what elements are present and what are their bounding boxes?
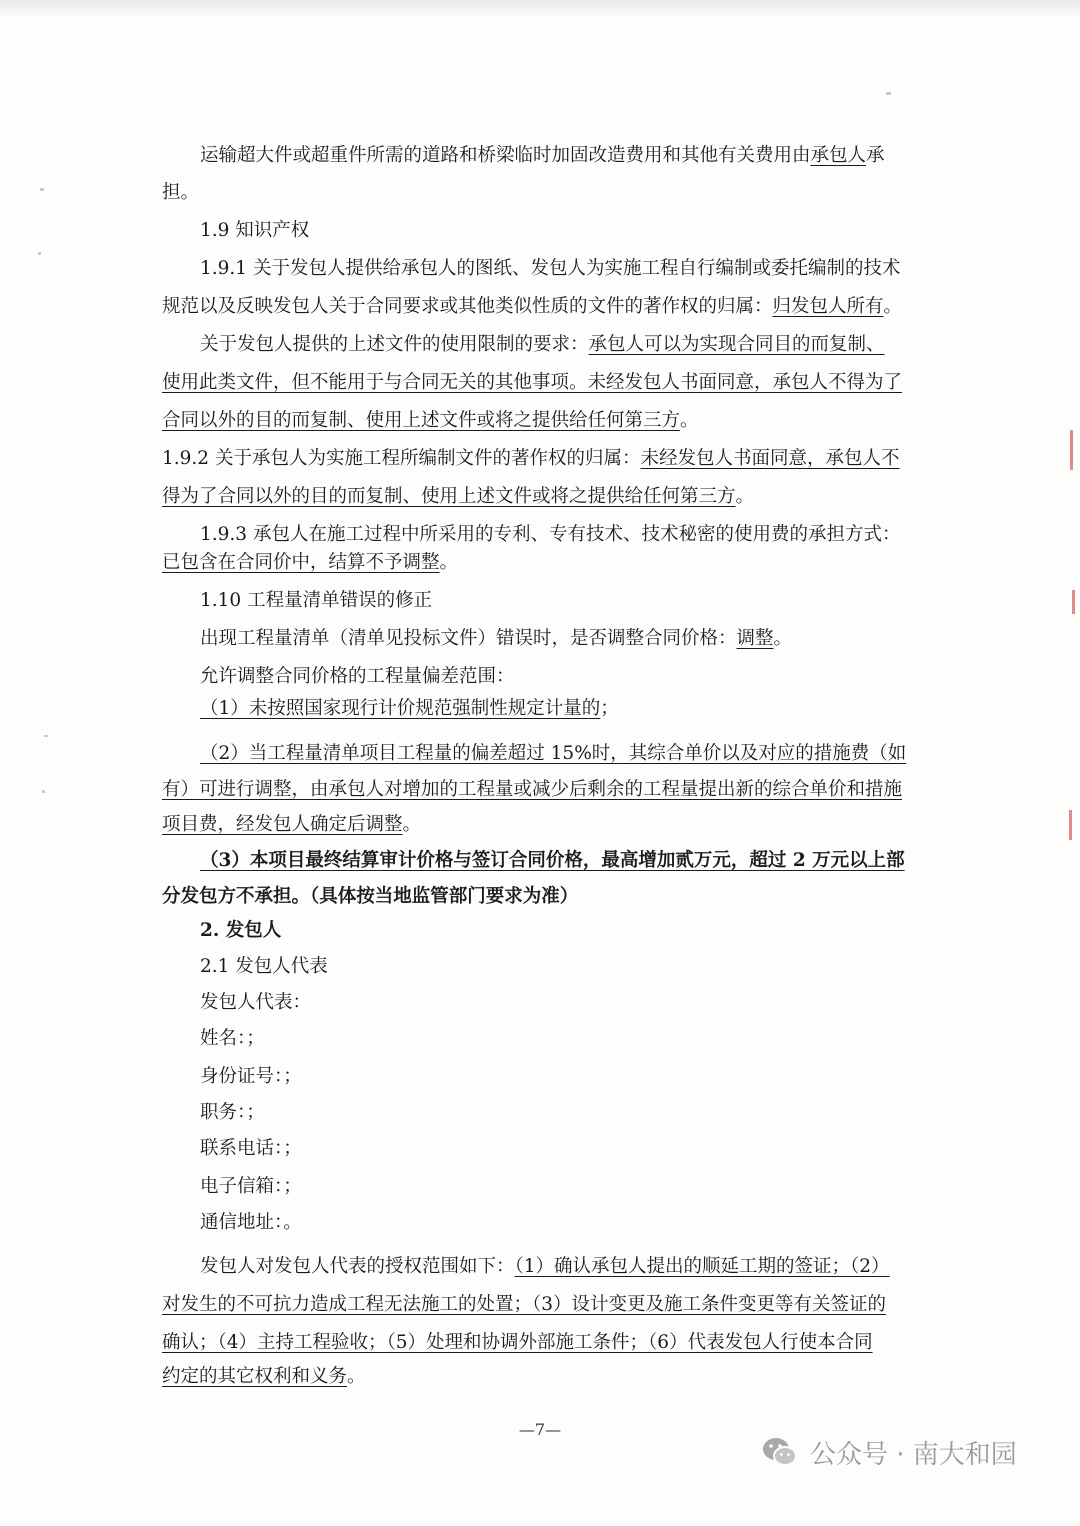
text-segment: 承 [866, 145, 885, 166]
text-segment: 通信地址：。 [200, 1212, 302, 1233]
watermark-text: 公众号 · 南大和园 [810, 1439, 1017, 1470]
text-line [0, 174, 1080, 212]
text-line [0, 212, 1080, 250]
text-line [0, 364, 1080, 402]
scan-shadow [0, 0, 1080, 18]
underlined-text: （3）本项目最终结算审计价格与签订合同价格，最高增加贰万元，超过 2 万元以上部 [200, 850, 905, 871]
text-line [0, 842, 1080, 880]
underlined-text: 已包含在合同价中，结算不予调整 [162, 552, 440, 573]
underlined-text: 归发包人所有 [772, 296, 884, 317]
text-line [0, 1058, 1080, 1096]
underlined-text: 确认；（4）主持工程验收；（5）处理和协调外部施工条件；（6）代表发包人行使本合同 [162, 1332, 873, 1353]
text-segment: 运输超大件或超重件所需的道路和桥梁临时加固改造费用和其他有关费用由 [200, 145, 811, 166]
underlined-text: （1）确认承包人提出的顺延工期的签证；（2） [514, 1256, 890, 1277]
text-segment: 1.9.2 关于承包人为实施工程所编制文件的著作权的归属： [162, 448, 641, 469]
text-segment: 分发包方不承担。（具体按当地监管部门要求为准） [162, 886, 579, 907]
text-line [0, 620, 1080, 658]
text-segment: 。 [439, 552, 459, 573]
text-segment: 。 [883, 296, 903, 317]
text-line [0, 1248, 1080, 1286]
text-line [0, 440, 1080, 478]
text-segment: 。 [402, 814, 422, 835]
text-line [0, 806, 1080, 844]
text-line [0, 1324, 1080, 1362]
text-segment: 关于发包人提供的上述文件的使用限制的要求： [200, 334, 589, 355]
text-segment: 担。 [162, 182, 200, 203]
text-line [0, 478, 1080, 516]
page-number: —7— [518, 1420, 562, 1439]
underlined-text: 项目费，经发包人确定后调整 [162, 814, 403, 835]
text-segment: 。 [680, 410, 699, 431]
text-line [0, 1020, 1080, 1058]
underlined-text: 承包人可以为实现合同目的而复制、 [588, 334, 885, 355]
text-segment: 。 [347, 1366, 366, 1387]
underlined-text: 合同以外的目的而复制、使用上述文件或将之提供给任何第三方 [162, 410, 681, 431]
text-line [0, 288, 1080, 326]
text-segment: 发包人代表： [200, 992, 312, 1013]
text-line [0, 1286, 1080, 1324]
text-segment: 允许调整合同价格的工程量偏差范围： [200, 666, 515, 687]
wechat-icon [760, 1432, 800, 1472]
text-line [0, 326, 1080, 364]
text-line [0, 1094, 1080, 1132]
text-line [0, 1168, 1080, 1206]
text-segment: 。 [735, 486, 755, 507]
text-segment: 1.9.3 承包人在施工过程中所采用的专利、专有技术、技术秘密的使用费的承担方式： [200, 524, 901, 545]
text-line [0, 912, 1080, 950]
text-segment: 联系电话：； [200, 1138, 302, 1159]
text-line [0, 771, 1080, 809]
text-segment: 2. 发包人 [200, 920, 282, 941]
text-line [0, 1130, 1080, 1168]
text-segment: 1.10 工程量清单错误的修正 [200, 590, 433, 611]
text-segment: 职务：； [200, 1102, 265, 1123]
text-line [0, 250, 1080, 288]
underlined-text: 未经发包人书面同意，承包人不 [640, 448, 900, 469]
text-segment: ； [600, 698, 619, 719]
text-line [0, 948, 1080, 986]
text-segment: 规范以及反映发包人关于合同要求或其他类似性质的文件的著作权的归属： [162, 296, 773, 317]
underlined-text: 有）可进行调整，由承包人对增加的工程量或减少后剩余的工程量提出新的综合单价和措施 [162, 779, 903, 800]
underlined-text: 使用此类文件，但不能用于与合同无关的其他事项。未经发包人书面同意，承包人不得为了 [162, 372, 903, 393]
text-line [0, 735, 1080, 773]
scan-speck [886, 92, 891, 95]
text-line [0, 984, 1080, 1022]
underlined-text: 对发生的不可抗力造成工程无法施工的处置；（3）设计变更及施工条件变更等有关签证的 [162, 1294, 887, 1315]
text-line [0, 402, 1080, 440]
watermark [760, 1432, 1017, 1472]
underlined-text: 调整 [736, 628, 774, 649]
text-line [0, 1204, 1080, 1242]
text-segment: 身份证号：； [200, 1066, 302, 1087]
text-line [0, 582, 1080, 620]
underlined-text: 约定的其它权利和义务 [162, 1366, 348, 1387]
text-segment: 2.1 发包人代表 [200, 956, 328, 977]
text-line [0, 878, 1080, 916]
underlined-text: 承包人 [810, 145, 867, 166]
text-line [0, 544, 1080, 582]
text-segment: 1.9 知识产权 [200, 220, 310, 241]
underlined-text: （2）当工程量清单项目工程量的偏差超过 15%时，其综合单价以及对应的措施费（如 [200, 743, 907, 764]
text-line [0, 690, 1080, 728]
text-segment: 电子信箱：； [200, 1176, 302, 1197]
text-segment: 1.9.1 关于发包人提供给承包人的图纸、发包人为实施工程自行编制或委托编制的技术 [200, 258, 901, 279]
text-line [0, 1358, 1080, 1396]
text-line [0, 137, 1080, 175]
text-segment: 出现工程量清单（清单见投标文件）错误时，是否调整合同价格： [200, 628, 737, 649]
text-segment: 姓名：； [200, 1028, 265, 1049]
text-segment: 发包人对发包人代表的授权范围如下： [200, 1256, 515, 1277]
underlined-text: 得为了合同以外的目的而复制、使用上述文件或将之提供给任何第三方 [162, 486, 736, 507]
text-segment: 。 [773, 628, 793, 649]
underlined-text: （1）未按照国家现行计价规范强制性规定计量的 [200, 698, 601, 719]
